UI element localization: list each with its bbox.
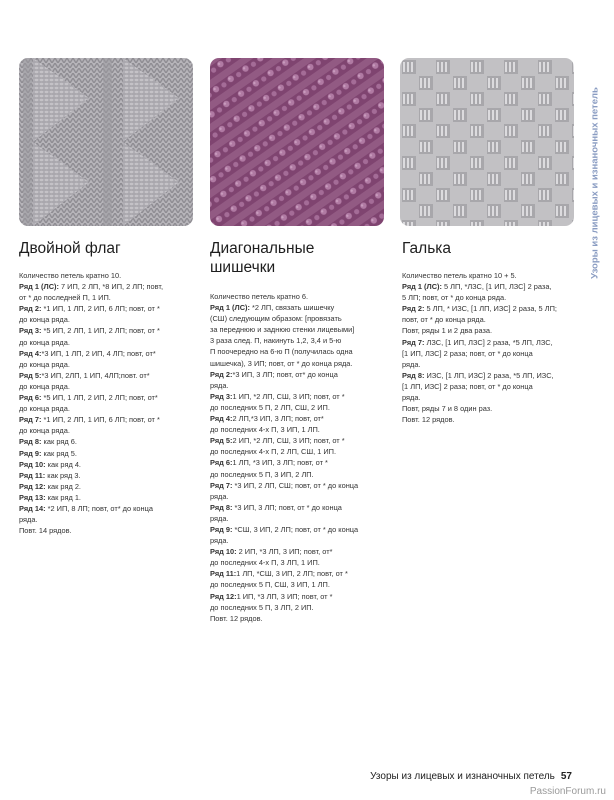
instruction-line: до последних 5 П, 3 ЛП, 2 ИП. xyxy=(210,602,314,612)
instruction-line: Количество петель кратно 10 + 5. xyxy=(402,271,517,280)
pattern-title: Двойной флаг xyxy=(19,240,121,257)
instruction-line: Ряд 2: 5 ЛП, * ИЗС, [1 ЛП, ИЗС] 2 раза, 5 ЛП; xyxy=(402,304,557,314)
instruction-line: [1 ЛП, ИЗС] 2 раза; повт, от * до конца xyxy=(402,381,533,391)
pattern-instructions xyxy=(402,270,578,425)
pattern-column-pebbles xyxy=(402,239,578,425)
instruction-line: до последних 4-х П, 3 ИП, 1 ЛП. xyxy=(210,425,320,435)
instruction-line: Ряд 11:1 ЛП, *СШ, 3 ИП, 2 ЛП; повт, от * xyxy=(210,569,348,579)
diagonal-bobbles-texture xyxy=(210,58,384,226)
instruction-line: Ряд 2: *1 ИП, 1 ЛП, 2 ИП, 6 ЛП; повт, от * xyxy=(19,304,160,314)
instruction-line: Ряд 8: как ряд 6. xyxy=(19,437,77,447)
instruction-line: до конца ряда. xyxy=(19,337,70,347)
instruction-line: [1 ИП, ЛЗС] 2 раза; повт, от * до конца xyxy=(402,348,533,358)
swatch-photo-diagonal-bobbles xyxy=(210,58,384,226)
pattern-title: Галька xyxy=(402,240,452,257)
row-label: Ряд 8: xyxy=(210,502,233,512)
instruction-line: Ряд 6:1 ЛП, *3 ИП, 3 ЛП; повт, от * xyxy=(210,458,328,468)
row-label: Ряд 6: xyxy=(210,458,233,468)
row-label: Ряд 7: xyxy=(210,480,233,490)
instruction-line: от * до последней П, 1 ИП. xyxy=(19,293,111,303)
instruction-line: Ряд 11: как ряд 3. xyxy=(19,470,81,480)
pattern-column-double-flag xyxy=(19,239,197,536)
instruction-line: ряда. xyxy=(210,491,229,501)
instruction-line: Ряд 10: 2 ИП, *3 ЛП, 3 ИП; повт, от* xyxy=(210,547,333,557)
pattern-column-diagonal-bobbles xyxy=(210,239,392,624)
instruction-line: до конца ряда. xyxy=(19,381,70,391)
chapter-side-label: Узоры из лицевых и изнаночных петель xyxy=(589,87,601,279)
instruction-line: Повт. 12 рядов. xyxy=(210,613,263,623)
chapter-side-tab xyxy=(585,58,605,308)
instruction-line: до последних 5 П, СШ, 3 ИП, 1 ЛП. xyxy=(210,580,330,590)
instruction-line: Ряд 9: как ряд 5. xyxy=(19,448,77,458)
pattern-title: Диагональные шишечки xyxy=(210,240,315,276)
instruction-line: ряда. xyxy=(402,359,421,369)
instruction-line: ряда. xyxy=(19,515,38,525)
instruction-line: Ряд 12:1 ИП, *3 ЛП, 3 ИП; повт, от * xyxy=(210,591,333,601)
instruction-line: Ряд 5:*3 ИП, 2ЛП, 1 ИП, 4ЛП;повт. от* xyxy=(19,370,150,380)
instruction-line: до последних 5 П, 2 ЛП, СШ, 2 ИП. xyxy=(210,402,330,412)
instruction-line: Ряд 1 (ЛС): 5 ЛП, *ЛЗС, [1 ИП, ЛЗС] 2 раза, xyxy=(402,282,552,292)
watermark: PassionForum.ru xyxy=(529,786,606,797)
instruction-line: Ряд 1 (ЛС): 7 ИП, 2 ЛП, *8 ИП, 2 ЛП; повт, xyxy=(19,282,164,292)
instruction-line: Ряд 7: *3 ИП, 2 ЛП, СШ; повт, от * до конца xyxy=(210,480,359,490)
row-label: Ряд 8: xyxy=(402,370,425,380)
row-label: Ряд 6: xyxy=(19,393,42,403)
instruction-line: Ряд 8: *3 ИП, 3 ЛП; повт, от * до конца xyxy=(210,502,342,512)
instruction-line: ряда. xyxy=(210,380,229,390)
instruction-line: ряда. xyxy=(210,513,229,523)
instruction-line: П поочередно на 6-ю П (получилась одна xyxy=(210,347,353,357)
row-label: Ряд 1 (ЛС): xyxy=(19,282,59,292)
pattern-instructions xyxy=(19,270,197,536)
instruction-line: за переднюю и заднюю стенки лицевыми] xyxy=(210,325,355,335)
instruction-line: Повт, ряды 7 и 8 один раз. xyxy=(402,404,493,414)
row-label: Ряд 4: xyxy=(19,348,42,358)
page-footer xyxy=(370,771,572,782)
row-label: Ряд 1 (ЛС): xyxy=(210,303,250,313)
instruction-line: Ряд 7: *1 ИП, 2 ЛП, 1 ИП, 6 ЛП; повт, от * xyxy=(19,415,160,425)
row-label: Ряд 2: xyxy=(19,304,42,314)
instruction-line: 3 раза след. П, накинуть 1,2, 3,4 и 5-ю xyxy=(210,336,342,346)
row-label: Ряд 7: xyxy=(19,415,42,425)
instruction-line: до последних 4-х П, 2 ЛП, СШ, 1 ИП. xyxy=(210,447,337,457)
row-label: Ряд 10: xyxy=(19,459,46,469)
row-label: Ряд 11: xyxy=(19,470,46,480)
row-label: Ряд 1 (ЛС): xyxy=(402,282,442,292)
instruction-line: Ряд 12: как ряд 2. xyxy=(19,481,81,491)
double-flag-texture xyxy=(19,58,193,226)
row-label: Ряд 9: xyxy=(210,524,233,534)
instruction-line: (СШ) следующим образом: [провязать xyxy=(210,314,342,324)
pattern-instructions xyxy=(210,291,392,624)
instruction-line: повт, от * до конца ряда. xyxy=(402,315,486,325)
instruction-line: Количество петель кратно 6. xyxy=(210,292,309,301)
instruction-line: Ряд 4:*3 ИП, 1 ЛП, 2 ИП, 4 ЛП; повт, от* xyxy=(19,348,156,358)
row-label: Ряд 12: xyxy=(210,591,237,601)
row-label: Ряд 5: xyxy=(210,436,233,446)
instruction-line: Повт, ряды 1 и 2 два раза. xyxy=(402,326,493,336)
instruction-line: до конца ряда. xyxy=(19,315,70,325)
row-label: Ряд 2: xyxy=(402,304,425,314)
row-label: Ряд 14: xyxy=(19,503,46,513)
instruction-line: Ряд 13: как ряд 1. xyxy=(19,492,81,502)
page-number: 57 xyxy=(560,771,572,782)
instruction-line: Повт. 12 рядов. xyxy=(402,415,455,425)
instruction-line: до последних 5 П, 3 ИП, 2 ЛП. xyxy=(210,469,314,479)
instruction-line: Ряд 10: как ряд 4. xyxy=(19,459,81,469)
instruction-line: до конца ряда. xyxy=(19,426,70,436)
instruction-line: ряда. xyxy=(402,393,421,403)
row-label: Ряд 8: xyxy=(19,437,42,447)
instruction-line: Ряд 7: ЛЗС, [1 ИП, ЛЗС] 2 раза, *5 ЛП, ЛЗС, xyxy=(402,337,553,347)
row-label: Ряд 3: xyxy=(210,391,233,401)
row-label: Ряд 5: xyxy=(19,370,42,380)
instruction-line: шишечка), 3 ИП; повт, от * до конца ряда. xyxy=(210,358,353,368)
row-label: Ряд 13: xyxy=(19,492,46,502)
instruction-line: до последних 4-х П, 3 ЛП, 1 ИП. xyxy=(210,558,320,568)
instruction-line: Ряд 8: ИЗС, [1 ЛП, ИЗС] 2 раза, *5 ЛП, ИЗС, xyxy=(402,370,554,380)
instruction-line: Ряд 4:2 ЛП,*3 ИП, 3 ЛП; повт, от* xyxy=(210,414,324,424)
row-label: Ряд 9: xyxy=(19,448,42,458)
instruction-line: Ряд 14: *2 ИП, 8 ЛП; повт, от* до конца xyxy=(19,503,153,513)
footer-chapter-title: Узоры из лицевых и изнаночных петель xyxy=(370,771,555,782)
row-label: Ряд 4: xyxy=(210,414,233,424)
swatch-photo-pebbles xyxy=(400,58,574,226)
instruction-line: Ряд 1 (ЛС): *2 ЛП, связать шишечку xyxy=(210,303,335,313)
instruction-line: до конца ряда. xyxy=(19,404,70,414)
row-label: Ряд 10: xyxy=(210,547,237,557)
swatch-photo-double-flag xyxy=(19,58,193,226)
pebbles-texture xyxy=(400,58,574,226)
instruction-line: ряда. xyxy=(210,536,229,546)
row-label: Ряд 11: xyxy=(210,569,237,579)
instruction-line: Ряд 6: *5 ИП, 1 ЛП, 2 ИП, 2 ЛП; повт, от* xyxy=(19,393,158,403)
row-label: Ряд 12: xyxy=(19,481,46,491)
instruction-line: до конца ряда. xyxy=(19,359,70,369)
instruction-line: Ряд 3:1 ИП, *2 ЛП, СШ, 3 ИП; повт, от * xyxy=(210,391,345,401)
row-label: Ряд 2: xyxy=(210,369,233,379)
instruction-line: Ряд 2:*3 ИП, 3 ЛП; повт, от* до конца xyxy=(210,369,338,379)
instruction-line: 5 ЛП; повт, от * до конца ряда. xyxy=(402,293,507,303)
instruction-line: Ряд 3: *5 ИП, 2 ЛП, 1 ИП, 2 ЛП; повт, от * xyxy=(19,326,160,336)
row-label: Ряд 7: xyxy=(402,337,425,347)
instruction-line: Ряд 5:2 ИП, *2 ЛП, СШ, 3 ИП; повт, от * xyxy=(210,436,345,446)
row-label: Ряд 3: xyxy=(19,326,42,336)
instruction-line: Ряд 9: *СШ, 3 ИП, 2 ЛП; повт, от * до конца xyxy=(210,524,359,534)
instruction-line: Повт. 14 рядов. xyxy=(19,526,72,536)
instruction-line: Количество петель кратно 10. xyxy=(19,271,122,280)
